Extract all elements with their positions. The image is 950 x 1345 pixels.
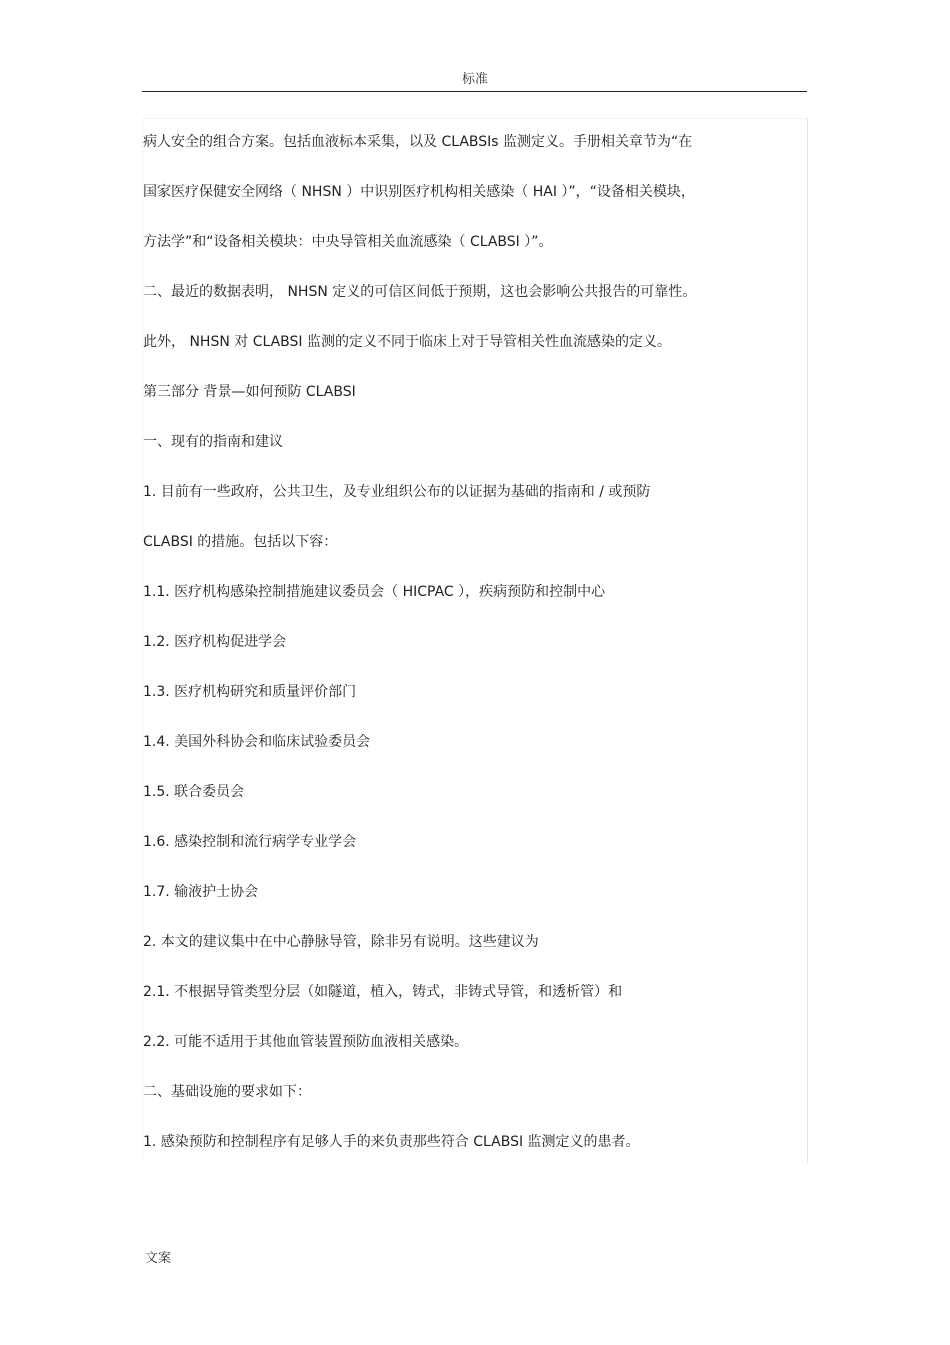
- list-item: 1.6. 感染控制和流行病学专业学会: [143, 834, 357, 850]
- header-divider: [142, 91, 807, 92]
- text-line: 二、最近的数据表明， NHSN 定义的可信区间低于预期，这也会影响公共报告的可靠性。: [143, 284, 697, 300]
- text-line: 方法学”和“设备相关模块：中央导管相关血流感染（ CLABSI ）”。: [143, 234, 553, 250]
- text-line: 国家医疗保健安全网络（ NHSN ）中识别医疗机构相关感染（ HAI ）”，“设备相关模块，: [143, 184, 695, 200]
- page-footer-label: 文案: [145, 1251, 172, 1266]
- list-item: 1. 感染预防和控制程序有足够人手的来负责那些符合 CLABSI 监测定义的患者。: [143, 1134, 640, 1150]
- list-item: 2. 本文的建议集中在中心静脉导管，除非另有说明。这些建议为: [143, 934, 539, 950]
- page-header-title: 标准: [461, 72, 488, 87]
- list-item: 1.1. 医疗机构感染控制措施建议委员会（ HICPAC ），疾病预防和控制中心: [143, 584, 606, 600]
- subsection-heading: 一、现有的指南和建议: [143, 434, 283, 450]
- section-heading: 第三部分 背景—如何预防 CLABSI: [143, 384, 356, 400]
- list-item: 1.5. 联合委员会: [143, 784, 245, 800]
- text-line: 病人安全的组合方案。包括血液标本采集，以及 CLABSIs 监测定义。手册相关章节为“在: [143, 134, 693, 150]
- document-body: [143, 130, 803, 1180]
- subsection-heading: 二、基础设施的要求如下：: [143, 1084, 311, 1100]
- list-item: 1.7. 输液护士协会: [143, 884, 259, 900]
- list-item: 2.1. 不根据导管类型分层（如隧道，植入，铸式，非铸式导管，和透析管）和: [143, 984, 623, 1000]
- list-item: 1.3. 医疗机构研究和质量评价部门: [143, 684, 357, 700]
- list-item: 2.2. 可能不适用于其他血管装置预防血液相关感染。: [143, 1034, 469, 1050]
- list-item: 1. 目前有一些政府，公共卫生，及专业组织公布的以证据为基础的指南和 / 或预防: [143, 484, 651, 500]
- list-item: 1.2. 医疗机构促进学会: [143, 634, 287, 650]
- list-item-continuation: CLABSI 的措施。包括以下容：: [143, 534, 338, 550]
- text-line: 此外， NHSN 对 CLABSI 监测的定义不同于临床上对于导管相关性血流感染的定义。: [143, 334, 672, 350]
- list-item: 1.4. 美国外科协会和临床试验委员会: [143, 734, 371, 750]
